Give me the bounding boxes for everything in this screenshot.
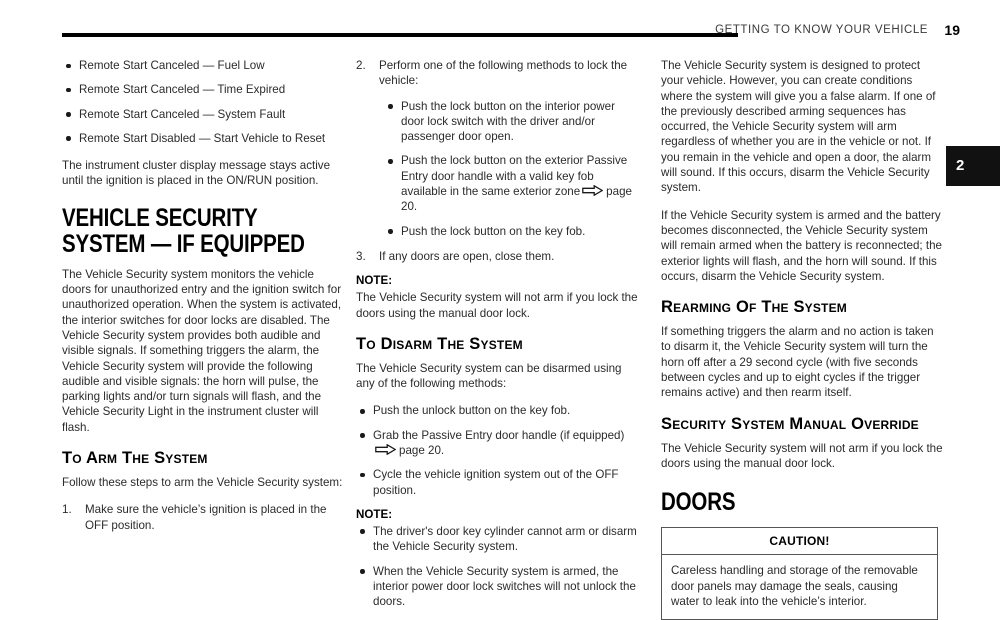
lock-steps-list	[356, 58, 639, 89]
list-item: Remote Start Canceled — Time Expired	[62, 82, 345, 97]
arm-intro-text: Follow these steps to arm the Vehicle Security system:	[62, 476, 343, 490]
note-bullets-list	[356, 524, 639, 609]
remote-start-message-list	[62, 58, 345, 146]
step-text: Perform one of the following methods to lock the vehicle:	[379, 59, 628, 88]
note-label: NOTE:	[356, 507, 393, 521]
cross-reference-arrow-icon	[582, 185, 603, 196]
note-label: NOTE:	[356, 274, 393, 288]
section-heading-vehicle-security: VEHICLE SECURITY SYSTEM — IF EQUIPPED	[62, 203, 305, 258]
list-item: Cycle the vehicle ignition system out of the OFF position.	[356, 467, 639, 498]
subheading-to-disarm-the-system: To Disarm The System	[356, 334, 523, 353]
list-item: Push the unlock button on the key fob.	[356, 403, 639, 418]
list-item: When the Vehicle Security system is armed, the interior power door lock switches will not unlock the doors.	[356, 564, 639, 610]
caution-box	[661, 527, 938, 620]
vehicle-security-intro: The Vehicle Security system monitors the vehicle doors for unauthorized entry and the ignition switch for unauthorized operation. When the system is activated, the interior switches for door locks are disabled. The Vehicle Security system provides both audible and visible signals. If something triggers the alarm, the Vehicle Security system will provide the following audible and visible signals: the horn will pulse, the parking lights and/or turn signals will flash, and the Vehicle Security Light in the instrument cluster will flash.	[62, 267, 342, 434]
cross-reference-target[interactable]: page 20.	[401, 185, 632, 214]
column-two	[356, 58, 639, 619]
list-item: Remote Start Disabled — Start Vehicle to Reset	[62, 131, 345, 146]
step-number: 1.	[62, 503, 72, 517]
step-number: 3.	[356, 249, 366, 263]
list-item	[356, 58, 639, 89]
header-title: GETTING TO KNOW YOUR VEHICLE	[715, 24, 928, 36]
column-one	[62, 58, 345, 543]
cross-reference-arrow-icon	[375, 444, 396, 455]
list-item	[384, 153, 639, 214]
column-three	[661, 58, 944, 620]
list-item-text: Grab the Passive Entry door handle (if equipped)	[373, 428, 625, 442]
rearming-paragraph: If something triggers the alarm and no action is taken to disarm it, the Vehicle Security system will turn the horn off after a 29 second cycle (with five seconds between cycles and up to eight cycles if the trigger remains active) and then rearm itself.	[661, 325, 934, 400]
list-item: Push the lock button on the key fob.	[384, 224, 639, 239]
chapter-tab-number: 2	[956, 157, 965, 174]
section-heading-doors: DOORS	[661, 488, 736, 517]
caution-text: Careless handling and storage of the removable door panels may damage the seals, causing water to leak into the vehicle’s interior.	[671, 564, 918, 608]
list-item	[356, 249, 639, 264]
page-header	[0, 24, 1000, 50]
step-text: If any doors are open, close them.	[379, 249, 555, 263]
close-doors-step-list	[356, 249, 639, 264]
page-number: 19	[944, 22, 960, 38]
list-item: The driver's door key cylinder cannot arm or disarm the Vehicle Security system.	[356, 524, 639, 555]
list-item	[356, 428, 639, 459]
arm-steps-list	[62, 502, 345, 533]
caution-title: CAUTION!	[662, 528, 937, 555]
list-item: Remote Start Canceled — Fuel Low	[62, 58, 345, 73]
lock-methods-list	[356, 99, 639, 239]
cross-reference-target[interactable]: page 20.	[399, 444, 445, 458]
step-number: 2.	[356, 59, 366, 72]
step-text: Make sure the vehicle’s ignition is placed in the OFF position.	[85, 503, 327, 532]
manual-override-paragraph: The Vehicle Security system will not arm if you lock the doors using the manual door lock.	[661, 441, 943, 470]
list-item	[62, 502, 345, 533]
cluster-message-note: The instrument cluster display message stays active until the ignition is placed in the ON/RUN position.	[62, 159, 331, 188]
disarm-intro-text: The Vehicle Security system can be disarmed using any of the following methods:	[356, 361, 622, 391]
subheading-to-arm-the-system: To Arm The System	[62, 449, 208, 468]
subheading-rearming-of-the-system: Rearming Of The System	[661, 298, 847, 317]
note-text: The Vehicle Security system will not arm if you lock the doors using the manual door lock.	[356, 291, 638, 320]
list-item: Push the lock button on the interior power door lock switch with the driver and/or passenger door open.	[384, 99, 639, 145]
list-item: Remote Start Canceled — System Fault	[62, 107, 345, 122]
battery-disconnect-paragraph: If the Vehicle Security system is armed and the battery becomes disconnected, the Vehicle Security system will remain armed when the battery is reconnected; the exterior lights will flash, and the horn will sound. If this occurs, disarm the Vehicle Security system.	[661, 208, 942, 283]
subheading-security-system-manual-override: Security System Manual Override	[661, 414, 919, 433]
header-rule	[62, 33, 738, 37]
disarm-methods-list	[356, 403, 639, 497]
false-alarm-paragraph: The Vehicle Security system is designed to protect your vehicle. However, you can create conditions where the system will give you a false alarm. If one of the previously described arming sequences has occurred, the Vehicle Security system will arm regardless of whether you are in the vehicle or not. If you remain in the vehicle and open a door, the alarm will sound. If this occurs, disarm the Vehicle Security system.	[661, 59, 936, 195]
chapter-tab	[946, 146, 1000, 186]
list-item-text: Push the lock button on the exterior Passive Entry door handle with a valid key fob available in the same exterior zone	[401, 154, 628, 199]
